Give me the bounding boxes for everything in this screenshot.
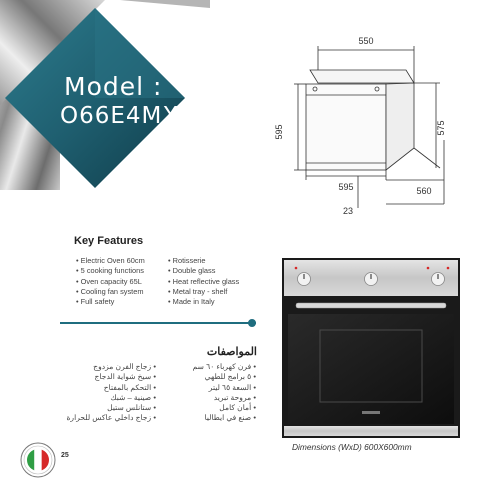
list-item: • 5 cooking functions [76, 266, 145, 276]
dimension-drawing [268, 28, 478, 223]
list-item: • Full safety [76, 297, 145, 307]
list-item: • Double glass [168, 266, 239, 276]
list-item: • فرن كهرباء ٦٠ سم [168, 362, 256, 372]
oven-top-face [310, 70, 414, 83]
list-item: • ستانلس ستيل [64, 403, 156, 413]
list-item: • Rotisserie [168, 256, 239, 266]
page-number: 25 [61, 452, 69, 459]
list-item: • مروحة تبريد [168, 393, 256, 403]
oven-product-image [282, 258, 460, 438]
model-label: Model : [64, 72, 163, 101]
list-item: • ٥ برامج للطهي [168, 372, 256, 382]
dim-depth-label: 560 [416, 186, 432, 196]
section-divider [60, 322, 256, 324]
list-item: • أمان كامل [168, 403, 256, 413]
key-features-title: Key Features [74, 235, 144, 247]
divider-dot [248, 319, 256, 327]
oven-front-face [306, 84, 386, 170]
dim-width-label: 550 [358, 36, 374, 46]
dim-frame-label: 23 [342, 206, 354, 216]
list-item: • Cooling fan system [76, 287, 145, 297]
metal-strip [110, 0, 210, 8]
brand-plate [362, 411, 380, 414]
list-item: • زجاج داخلي عاكس للحرارة [64, 413, 156, 423]
key-features-right-list [168, 256, 239, 307]
list-item: • سيخ شواية الدجاج [64, 372, 156, 382]
dim-niche-height-label: 575 [436, 120, 446, 136]
oven-bottom-trim [284, 426, 458, 436]
model-code: O66E4MX [60, 103, 180, 129]
arabic-features-title: المواصفات [206, 346, 257, 358]
key-features-left-list [76, 256, 145, 307]
oven-knob-icon [432, 273, 445, 286]
list-item: • التحكم بالمفتاح [64, 383, 156, 393]
dim-front-width-label: 595 [338, 182, 354, 192]
oven-knob-icon [298, 273, 311, 286]
oven-side-face [386, 83, 414, 170]
dim-height-label: 595 [274, 124, 284, 140]
list-item: • صنع في ايطاليا [168, 413, 256, 423]
arabic-features-right-list [168, 362, 256, 424]
list-item: • Oven capacity 65L [76, 277, 145, 287]
list-item: • Made in Italy [168, 297, 239, 307]
italy-flag-icon [20, 442, 56, 478]
list-item: • Metal tray - shelf [168, 287, 239, 297]
oven-knob-icon [365, 273, 378, 286]
arabic-features-left-list [64, 362, 156, 424]
list-item: • صينية – شبك [64, 393, 156, 403]
list-item: • زجاج الفرن مزدوج [64, 362, 156, 372]
dimensions-caption: Dimensions (WxD) 600X600mm [292, 442, 412, 452]
list-item: • Heat reflective glass [168, 277, 239, 287]
oven-handle [296, 303, 446, 308]
list-item: • السعة ٦٥ ليتر [168, 383, 256, 393]
list-item: • Electric Oven 60cm [76, 256, 145, 266]
